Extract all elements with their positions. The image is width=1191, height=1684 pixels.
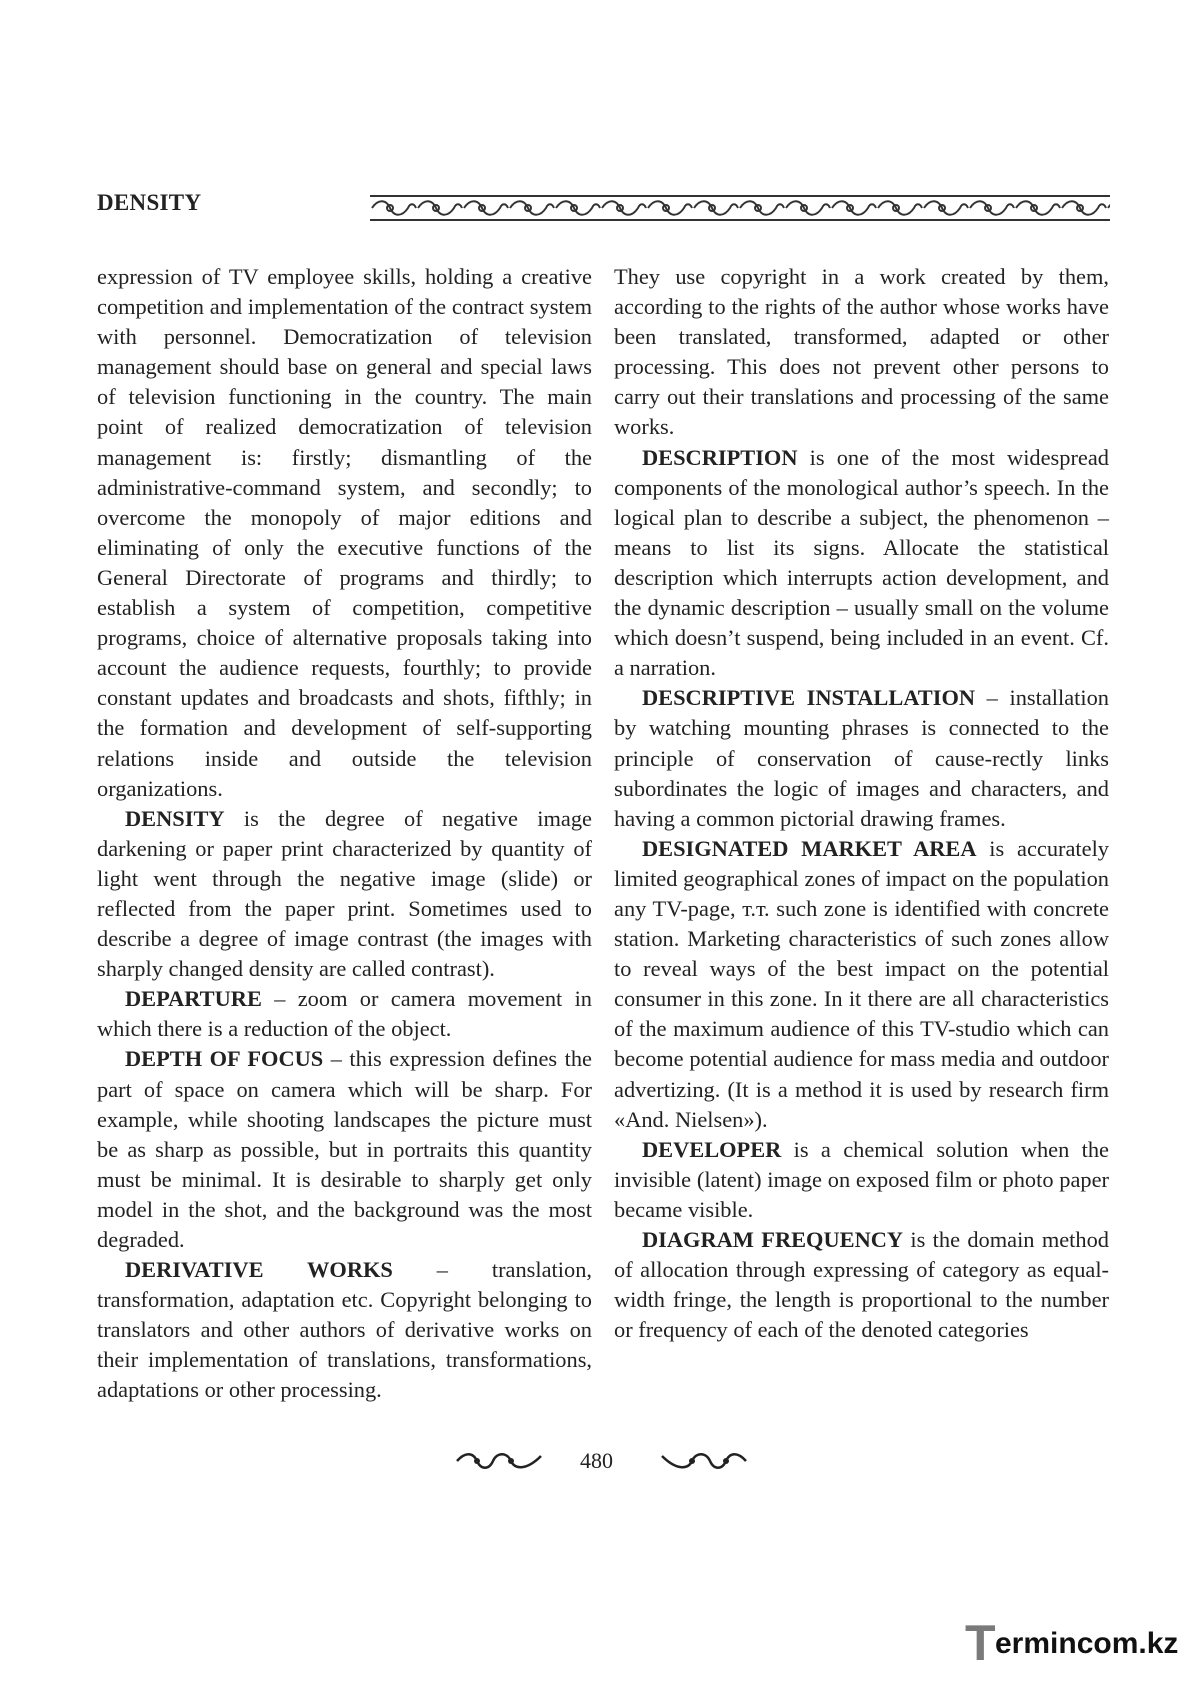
site-watermark [965, 1615, 1179, 1671]
ornament-band [370, 193, 1110, 223]
glossary-entry [97, 1044, 592, 1255]
entry-term: DEPTH OF FOCUS [125, 1046, 324, 1072]
entry-definition: – this expression defines the part of space on camera which will be sharp. For example, while shooting landscapes the picture must be as sharp as possible, but in portraits this quantity must be minimal. It is desirable to sharply get only model in the shot, and the background was the most degraded. [97, 1046, 592, 1252]
entry-definition: is the degree of negative image darkening or paper print characterized by quantity of light went through the negative image (slide) or reflected from the paper print. Sometimes used to describe a degree of image contrast (the images with sharply changed density are called contrast). [97, 805, 592, 982]
glossary-entry [614, 443, 1109, 684]
entry-term: DENSITY [125, 805, 225, 831]
glossary-entry [97, 804, 592, 985]
entry-definition: – zoom or camera movement in which there is a reduction of the object. [97, 986, 592, 1042]
entry-definition: is accurately limited geographical zones of impact on the population any TV-page, т.т. such zone is identified with concrete station. Marketing characteristics of such zones allow to reveal ways of the best impact on the potential consumer in this zone. In it there are all characteristics of the maximum audience of this TV-studio which can become potential audience for mass media and outdoor advertizing. (It is a method it is used by research firm «And. Nielsen»). [614, 835, 1109, 1132]
glossary-entry [614, 1135, 1109, 1225]
glossary-entry [97, 984, 592, 1044]
glossary-entry [614, 1225, 1109, 1345]
entry-term: DEVELOPER [642, 1136, 782, 1162]
entry-term: DERIVATIVE WORKS [125, 1257, 393, 1283]
watermark-text: ermincom.kz [995, 1627, 1179, 1660]
page-number: 480 [580, 1448, 613, 1473]
footer-ornament-left [455, 1450, 543, 1472]
glossary-entry [97, 1255, 592, 1405]
page-footer [0, 1444, 1191, 1480]
entry-term: DESCRIPTIVE INSTALLATION [642, 685, 976, 711]
glossary-entry [614, 834, 1109, 1135]
entry-term: DEPARTURE [125, 986, 262, 1012]
right-column [614, 262, 1109, 1345]
glossary-entry [614, 683, 1109, 833]
entry-definition: – translation, transformation, adaptation etc. Copyright belonging to translators and other authors of derivative works on their implementation of translations, transformations, adaptations or other processing. [97, 1257, 592, 1403]
footer-ornament-right [660, 1450, 748, 1472]
entry-definition: – installation by watching mounting phrases is connected to the principle of conservation of cause-rectly links subordinates the logic of images and characters, and having a common pictorial drawing frames. [614, 685, 1109, 831]
running-head: DENSITY [97, 190, 202, 215]
continued-paragraph: expression of TV employee skills, holding a creative competition and implementation of the contract system with personnel. Democratization of television management should base on general and special laws of television functioning in the country. The main point of realized democratization of television management is: firstly; dismantling of the administrative-command system, and secondly; to overcome the monopoly of major editions and eliminating of only the executive functions of the General Directorate of programs and thirdly; to establish a system of competition, competitive programs, choice of alternative proposals taking into account the audience requests, fourthly; to provide constant updates and broadcasts and shots, fifthly; in the formation and development of self-supporting relations inside and outside the television organizations. [97, 264, 592, 801]
entry-definition: is one of the most widespread components of the monological author’s speech. In the logical plan to describe a subject, the phenomenon – means to list its signs. Allocate the statistical description which interrupts action development, and the dynamic description – usually small on the volume which doesn’t suspend, being included in an event. Cf. a narration. [614, 444, 1109, 681]
entry-term: DESCRIPTION [642, 444, 798, 470]
left-column [97, 262, 592, 1406]
entry-term: DESIGNATED MARKET AREA [642, 835, 977, 861]
entry-definition: is the domain method of allocation through expressing of category as equal-width fringe, the length is proportional to the number or frequency of each of the denoted categories [614, 1227, 1109, 1343]
entry-definition: is a chemical solution when the invisible (latent) image on exposed film or photo paper became visible. [614, 1136, 1109, 1222]
entry-term: DIAGRAM FREQUENCY [642, 1227, 904, 1252]
continued-paragraph: They use copyright in a work created by them, according to the rights of the author whose works have been translated, transformed, adapted or other processing. This does not prevent other persons to carry out their translations and processing of the same works. [614, 264, 1109, 440]
watermark-letter-t-icon: T [965, 1615, 996, 1671]
